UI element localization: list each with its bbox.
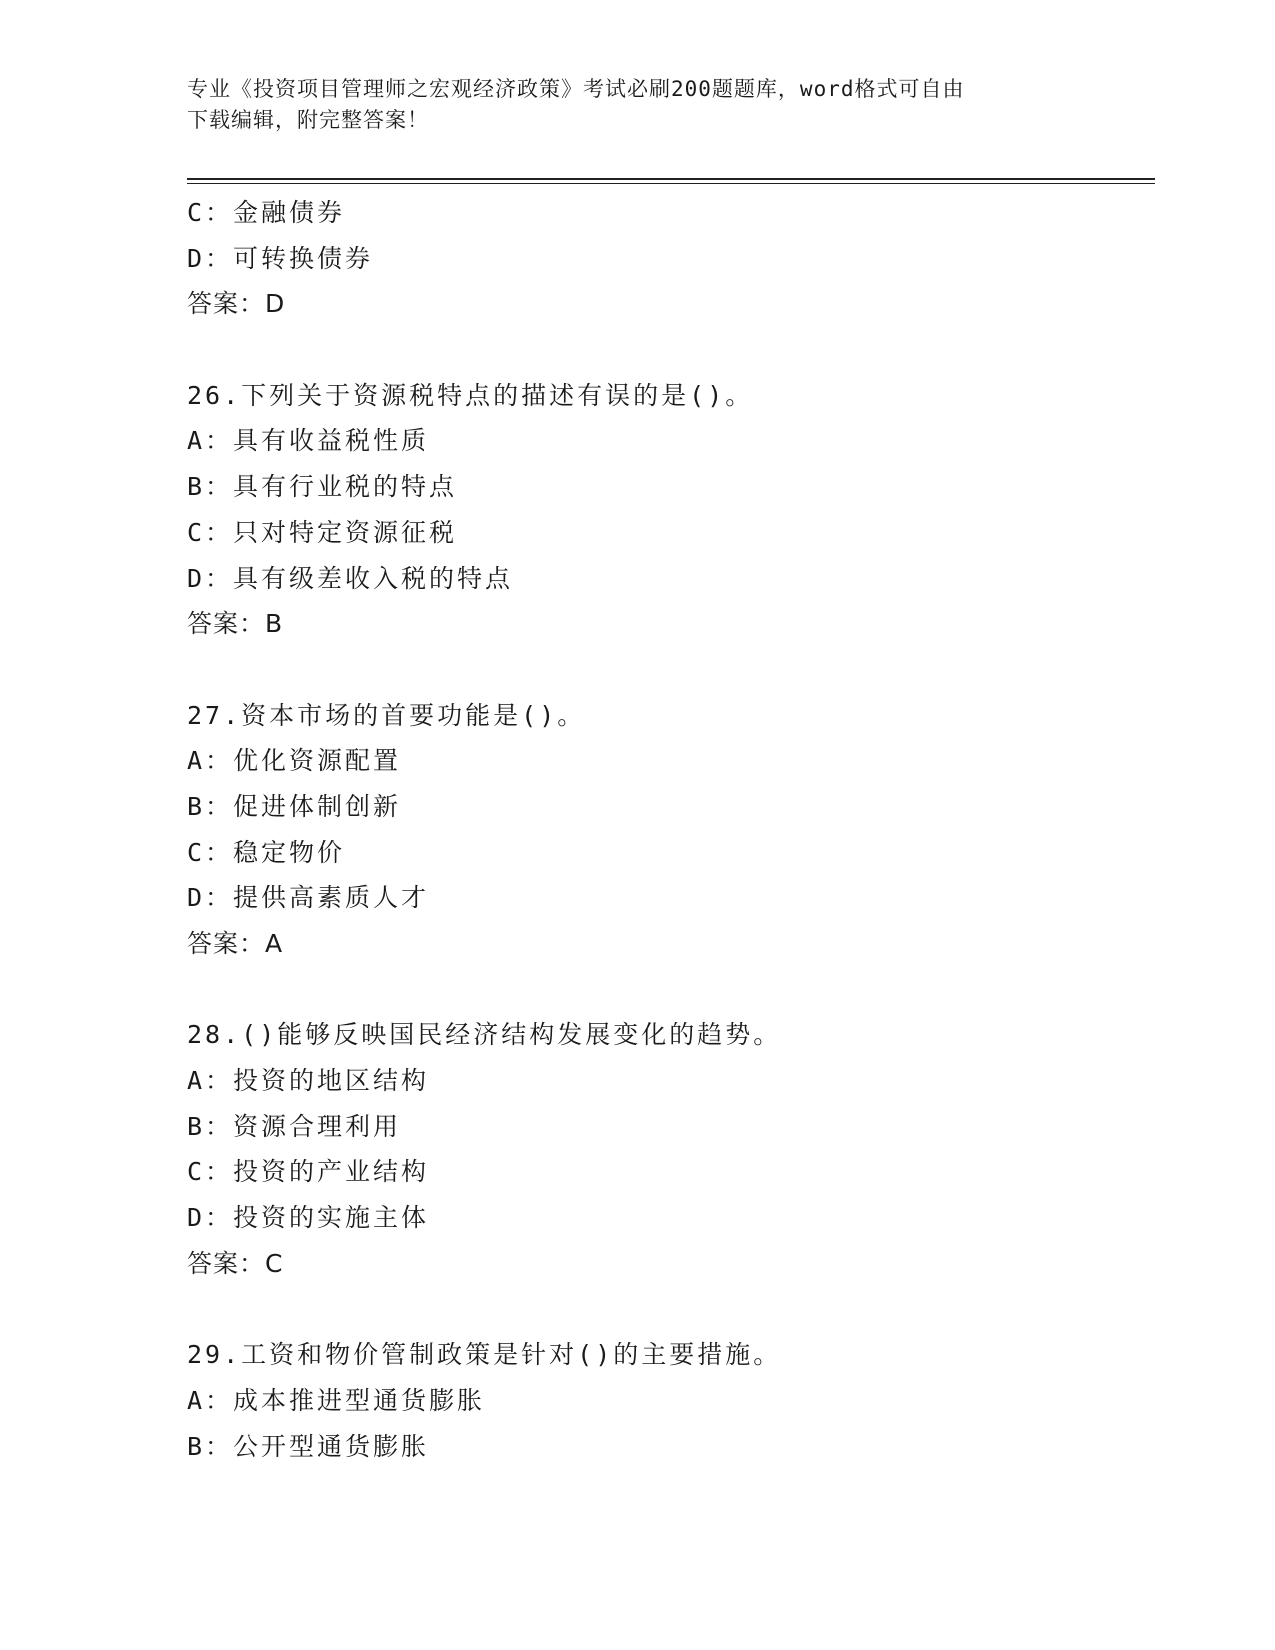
option-c: C：金融债券	[187, 198, 346, 227]
answer-line: 答案：B	[187, 609, 284, 639]
option-c: C：稳定物价	[187, 837, 346, 867]
question-28	[187, 1012, 1155, 1286]
option-b: B：资源合理利用	[187, 1111, 402, 1141]
header-line-2: 下载编辑，附完整答案！	[187, 108, 429, 132]
question-stem: 27.资本市场的首要功能是()。	[187, 700, 586, 730]
header-line-1: 专业《投资项目管理师之宏观经济政策》考试必刷200题题库，word格式可自由	[187, 77, 965, 101]
question-gap	[187, 327, 1155, 373]
option-a: A：具有收益税性质	[187, 426, 430, 456]
question-27	[187, 693, 1155, 967]
option-d: D：具有级差收入税的特点	[187, 563, 514, 593]
question-25-continued	[187, 190, 1155, 327]
option-a: A：投资的地区结构	[187, 1066, 430, 1096]
header-divider-thin	[187, 183, 1155, 184]
question-gap	[187, 1287, 1155, 1333]
option-c: C：投资的产业结构	[187, 1157, 430, 1187]
option-a: A：成本推进型通货膨胀	[187, 1385, 486, 1415]
question-gap	[187, 647, 1155, 693]
question-gap	[187, 967, 1155, 1013]
question-29	[187, 1332, 1155, 1469]
question-stem: 26.下列关于资源税特点的描述有误的是()。	[187, 380, 754, 410]
document-header	[187, 74, 1067, 136]
answer-line: 答案：C	[187, 1248, 284, 1278]
option-c: C：只对特定资源征税	[187, 517, 458, 547]
question-stem: 29.工资和物价管制政策是针对()的主要措施。	[187, 1340, 782, 1370]
question-stem: 28.()能够反映国民经济结构发展变化的趋势。	[187, 1020, 782, 1050]
option-a: A：优化资源配置	[187, 746, 402, 776]
answer-line: 答案：A	[187, 929, 284, 958]
option-d: D：可转换债券	[187, 243, 374, 273]
option-d: D：提供高素质人才	[187, 883, 430, 913]
header-divider-thick	[187, 178, 1155, 180]
option-d: D：投资的实施主体	[187, 1203, 430, 1233]
option-b: B：公开型通货膨胀	[187, 1431, 430, 1461]
option-b: B：促进体制创新	[187, 791, 402, 821]
answer-line: 答案：D	[187, 289, 286, 319]
question-26	[187, 373, 1155, 647]
option-b: B：具有行业税的特点	[187, 472, 458, 502]
question-list	[187, 190, 1155, 1469]
